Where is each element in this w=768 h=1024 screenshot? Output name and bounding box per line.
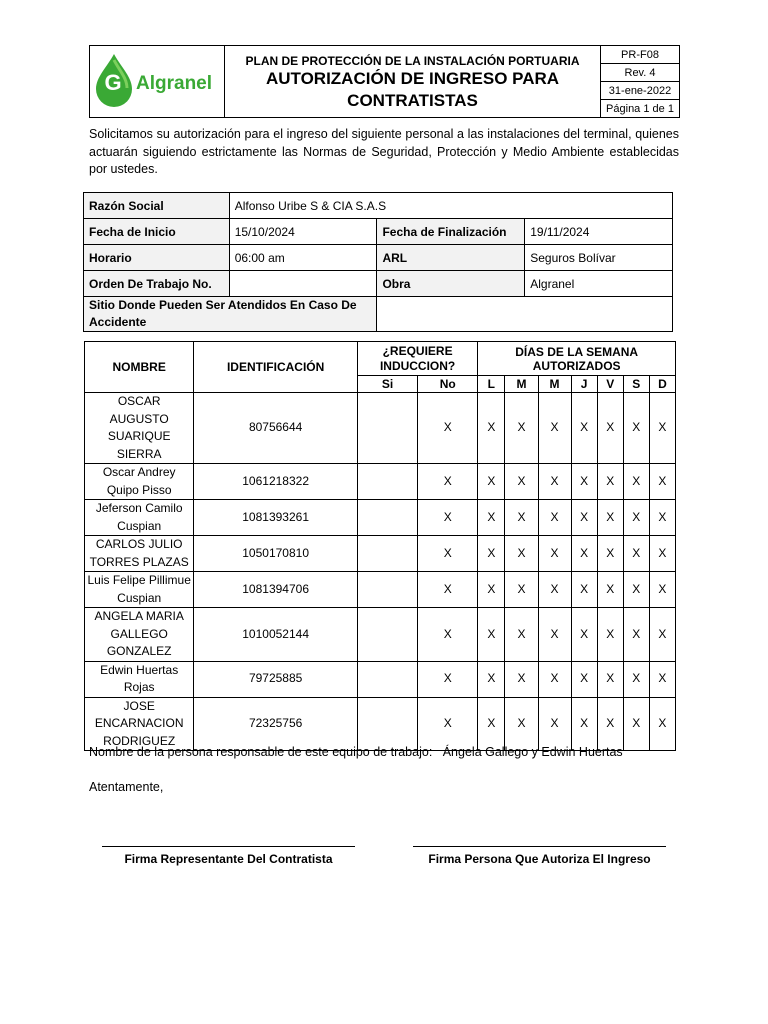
razon-social-value: Alfonso Uribe S & CIA S.A.S — [229, 193, 672, 219]
person-name: Oscar Andrey Quipo Pisso — [85, 464, 194, 500]
day-cell: X — [538, 661, 571, 697]
razon-social-label: Razón Social — [84, 193, 230, 219]
table-row — [85, 393, 676, 464]
table-row — [85, 697, 676, 751]
closing-text: Atentamente, — [89, 780, 164, 794]
title-cell — [225, 46, 601, 118]
day-cell: X — [538, 464, 571, 500]
day-cell: X — [623, 661, 649, 697]
person-name: Edwin Huertas Rojas — [85, 661, 194, 697]
day-cell: X — [571, 536, 597, 572]
contractor-info-table — [83, 192, 673, 332]
day-cell: X — [538, 697, 571, 751]
day-cell: X — [571, 393, 597, 464]
horario-label: Horario — [84, 245, 230, 271]
document-header — [89, 45, 680, 118]
person-name: Jeferson Camilo Cuspian — [85, 500, 194, 536]
orden-label: Orden De Trabajo No. — [84, 271, 230, 297]
signature-authorizer-label: Firma Persona Que Autoriza El Ingreso — [428, 852, 651, 866]
induccion-no: X — [418, 572, 478, 608]
day-cell: X — [623, 536, 649, 572]
col-si: Si — [357, 376, 417, 393]
signature-line — [102, 846, 355, 847]
induccion-si — [357, 393, 417, 464]
logo-letter: G — [104, 70, 122, 95]
day-cell: X — [505, 697, 538, 751]
day-cell: X — [505, 572, 538, 608]
day-cell: X — [623, 697, 649, 751]
day-cell: X — [571, 464, 597, 500]
col-induccion: ¿REQUIERE INDUCCION? — [357, 342, 477, 376]
day-cell: X — [649, 500, 675, 536]
day-cell: X — [597, 572, 623, 608]
orden-value — [229, 271, 377, 297]
induccion-si — [357, 697, 417, 751]
induccion-si — [357, 661, 417, 697]
person-name: OSCAR AUGUSTO SUARIQUE SIERRA — [85, 393, 194, 464]
day-cell: X — [649, 661, 675, 697]
table-row — [85, 500, 676, 536]
day-cell: X — [478, 608, 505, 662]
person-id: 72325756 — [194, 697, 358, 751]
arl-value: Seguros Bolívar — [525, 245, 673, 271]
person-id: 1061218322 — [194, 464, 358, 500]
induccion-si — [357, 572, 417, 608]
day-cell: X — [538, 393, 571, 464]
table-row — [85, 536, 676, 572]
doc-code: PR-F08 — [601, 46, 680, 64]
responsible-label: Nombre de la persona responsable de este equipo de trabajo: — [89, 745, 433, 759]
table-row — [85, 661, 676, 697]
day-cell: X — [623, 464, 649, 500]
signature-contractor — [102, 846, 355, 866]
day-cell: X — [597, 500, 623, 536]
day-cell: X — [505, 608, 538, 662]
induccion-si — [357, 464, 417, 500]
fecha-fin-value: 19/11/2024 — [525, 219, 673, 245]
induccion-no: X — [418, 393, 478, 464]
person-name: JOSE ENCARNACION RODRIGUEZ — [85, 697, 194, 751]
day-cell: X — [597, 608, 623, 662]
personnel-table — [84, 341, 676, 751]
day-header: D — [649, 376, 675, 393]
sitio-value — [377, 297, 673, 332]
induccion-si — [357, 536, 417, 572]
induccion-no: X — [418, 500, 478, 536]
day-header: J — [571, 376, 597, 393]
arl-label: ARL — [377, 245, 525, 271]
day-cell: X — [623, 572, 649, 608]
day-cell: X — [649, 464, 675, 500]
doc-revision: Rev. 4 — [601, 64, 680, 82]
induccion-no: X — [418, 608, 478, 662]
day-cell: X — [649, 608, 675, 662]
col-no: No — [418, 376, 478, 393]
logo-cell — [90, 46, 225, 118]
doc-page: Página 1 de 1 — [601, 100, 680, 118]
induccion-no: X — [418, 536, 478, 572]
day-cell: X — [571, 608, 597, 662]
fecha-inicio-label: Fecha de Inicio — [84, 219, 230, 245]
day-cell: X — [597, 697, 623, 751]
induccion-no: X — [418, 697, 478, 751]
day-cell: X — [538, 500, 571, 536]
day-header: L — [478, 376, 505, 393]
induccion-no: X — [418, 661, 478, 697]
personnel-rows — [85, 393, 676, 751]
table-row — [85, 464, 676, 500]
doc-date: 31-ene-2022 — [601, 82, 680, 100]
day-cell: X — [597, 393, 623, 464]
logo-text: Algranel — [136, 73, 213, 94]
person-id: 80756644 — [194, 393, 358, 464]
fecha-inicio-value: 15/10/2024 — [229, 219, 377, 245]
intro-paragraph: Solicitamos su autorización para el ingreso del siguiente personal a las instalaciones del terminal, quienes actuarán siguiendo estrictamente las Normas de Seguridad, Protección y Medio Ambiente establecidas por ustedes. — [89, 127, 679, 176]
day-header: V — [597, 376, 623, 393]
signature-contractor-label: Firma Representante Del Contratista — [124, 852, 333, 866]
obra-label: Obra — [377, 271, 525, 297]
document-title: AUTORIZACIÓN DE INGRESO PARA CONTRATISTAS — [265, 69, 560, 110]
day-cell: X — [649, 572, 675, 608]
day-cell: X — [478, 661, 505, 697]
table-row — [85, 608, 676, 662]
day-cell: X — [478, 697, 505, 751]
sitio-label: Sitio Donde Pueden Ser Atendidos En Caso De Accidente — [84, 297, 377, 332]
day-cell: X — [623, 500, 649, 536]
day-cell: X — [649, 536, 675, 572]
day-cell: X — [505, 393, 538, 464]
person-id: 1010052144 — [194, 608, 358, 662]
day-cell: X — [571, 500, 597, 536]
day-cell: X — [538, 572, 571, 608]
day-header: S — [623, 376, 649, 393]
person-name: CARLOS JULIO TORRES PLAZAS — [85, 536, 194, 572]
day-cell: X — [649, 393, 675, 464]
day-cell: X — [478, 464, 505, 500]
horario-value: 06:00 am — [229, 245, 377, 271]
day-cell: X — [571, 572, 597, 608]
col-identificacion: IDENTIFICACIÓN — [194, 342, 358, 393]
day-header: M — [538, 376, 571, 393]
day-cell: X — [538, 608, 571, 662]
responsible-line — [89, 745, 623, 759]
day-cell: X — [505, 464, 538, 500]
signature-authorizer — [413, 846, 666, 866]
day-cell: X — [571, 697, 597, 751]
induccion-si — [357, 608, 417, 662]
col-dias: DÍAS DE LA SEMANA AUTORIZADOS — [478, 342, 676, 376]
col-nombre: NOMBRE — [85, 342, 194, 393]
person-name: Luis Felipe Pillimue Cuspian — [85, 572, 194, 608]
obra-value: Algranel — [525, 271, 673, 297]
day-cell: X — [478, 500, 505, 536]
day-header: M — [505, 376, 538, 393]
day-cell: X — [505, 500, 538, 536]
person-id: 1081394706 — [194, 572, 358, 608]
person-id: 1081393261 — [194, 500, 358, 536]
day-cell: X — [597, 661, 623, 697]
day-cell: X — [597, 464, 623, 500]
day-cell: X — [478, 572, 505, 608]
induccion-si — [357, 500, 417, 536]
day-cell: X — [623, 393, 649, 464]
day-cell: X — [597, 536, 623, 572]
responsible-value: Ángela Gallego y Edwin Huertas — [442, 745, 623, 759]
day-cell: X — [478, 536, 505, 572]
day-cell: X — [478, 393, 505, 464]
fecha-fin-label: Fecha de Finalización — [377, 219, 525, 245]
induccion-no: X — [418, 464, 478, 500]
day-cell: X — [505, 536, 538, 572]
signature-line — [413, 846, 666, 847]
table-row — [85, 572, 676, 608]
day-cell: X — [649, 697, 675, 751]
person-name: ANGELA MARIA GALLEGO GONZALEZ — [85, 608, 194, 662]
person-id: 79725885 — [194, 661, 358, 697]
person-id: 1050170810 — [194, 536, 358, 572]
day-cell: X — [505, 661, 538, 697]
day-cell: X — [623, 608, 649, 662]
algranel-logo — [93, 52, 223, 112]
day-cell: X — [538, 536, 571, 572]
plan-title: PLAN DE PROTECCIÓN DE LA INSTALACIÓN PORTUARIA — [245, 54, 580, 68]
day-cell: X — [571, 661, 597, 697]
